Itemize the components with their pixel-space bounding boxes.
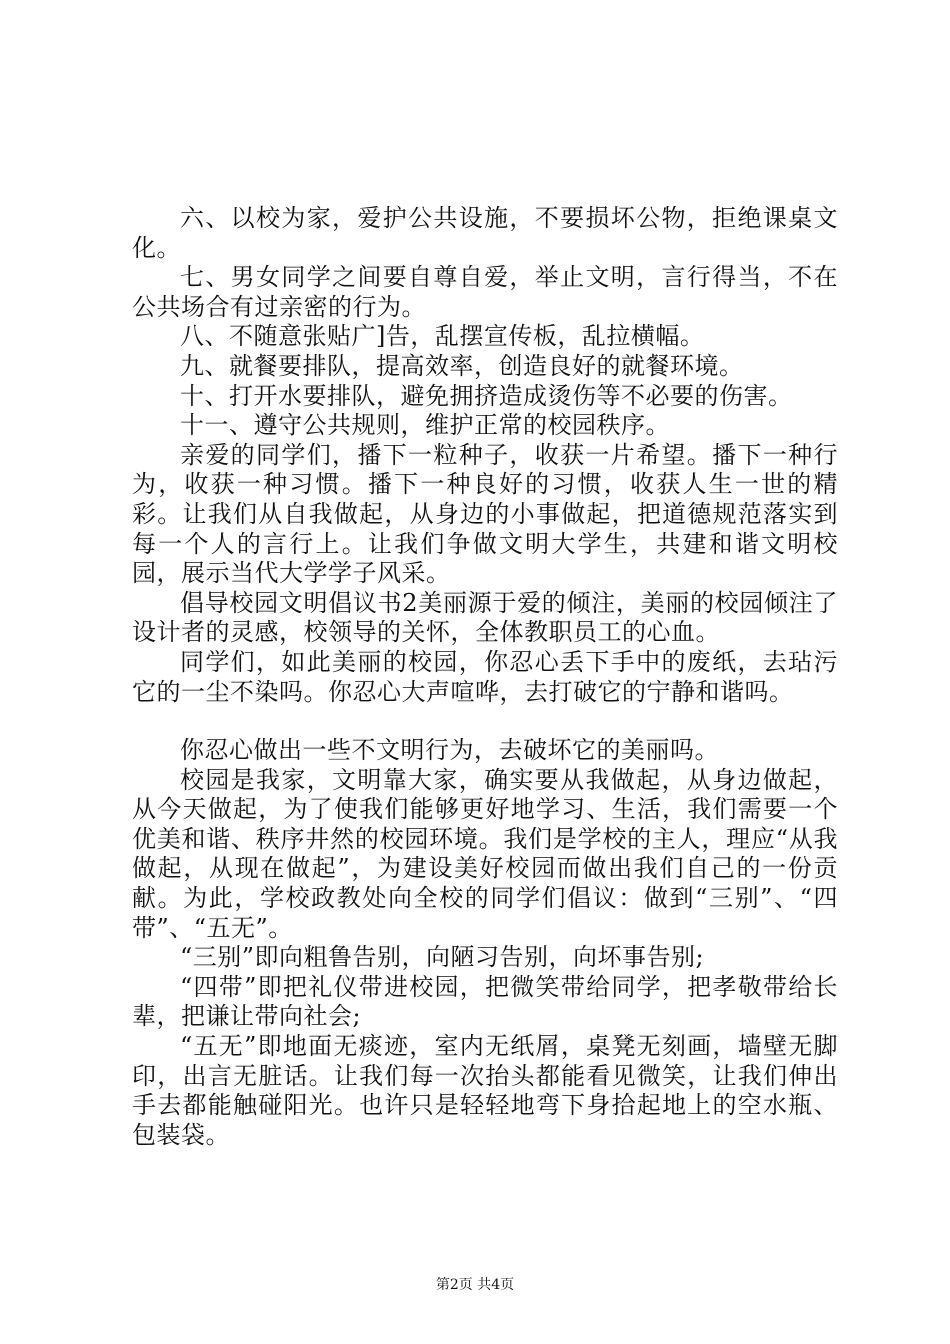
paragraph-five-nones: “五无”即地面无痰迹，室内无纸屑，桌凳无刻画，墙壁无脚印，出言无脏话。让我们每一次抬头都能看见微笑，让我们伸出手去都能触碰阳光。也许只是轻轻地弯下身拾起地上的空水瓶、包装袋。 xyxy=(132,1032,838,1149)
paragraph-item-6: 六、以校为家，爱护公共设施，不要损坏公物，拒绝课桌文化。 xyxy=(132,204,838,262)
paragraph-three-farewells: “三别”即向粗鲁告别，向陋习告别，向坏事告别; xyxy=(180,943,705,972)
paragraph-question-2: 你忍心做出一些不文明行为，去破坏它的美丽吗。 xyxy=(180,736,719,765)
paragraph-gap xyxy=(132,707,838,736)
paragraph-four-brings: “四带”即把礼仪带进校园，把微笑带给同学，把孝敬带给长辈，把谦让带向社会; xyxy=(132,972,838,1031)
page-number-footer: 第2页 共4页 xyxy=(435,1277,515,1293)
paragraph-item-9: 九、就餐要排队，提高效率，创造良好的就餐环境。 xyxy=(180,351,744,380)
paragraph-appeal: 亲爱的同学们，播下一粒种子，收获一片希望。播下一种行为，收获一种习惯。播下一种良好的习惯，收获人生一世的精彩。让我们从自我做起，从身边的小事做起，把道德规范落实到每一个人的言行上。让我们争做文明大学生，共建和谐文明校园，展示当代大学学子风采。 xyxy=(132,440,838,588)
paragraph-proposal-2-intro: 倡导校园文明倡议书2美丽源于爱的倾注，美丽的校园倾注了设计者的灵感，校领导的关怀，全体教职员工的心血。 xyxy=(132,588,838,647)
document-body xyxy=(132,204,838,1150)
paragraph-item-7: 七、男女同学之间要自尊自爱，举止文明，言行得当，不在公共场合有过亲密的行为。 xyxy=(132,263,838,321)
paragraph-item-11: 十一、遵守公共规则，维护正常的校园秩序。 xyxy=(180,411,670,440)
paragraph-campus-home: 校园是我家，文明靠大家，确实要从我做起，从身边做起，从今天做起，为了使我们能够更好地学习、生活，我们需要一个优美和谐、秩序井然的校园环境。我们是学校的主人，理应“从我做起，从现在做起”，为建设美好校园而做出我们自己的一份贡献。为此，学校政教处向全校的同学们倡议：做到“三别”、“四带”、“五无”。 xyxy=(132,765,838,942)
paragraph-question-1: 同学们，如此美丽的校园，你忍心丢下手中的废纸，去玷污它的一尘不染吗。你忍心大声喧哗，去打破它的宁静和谐吗。 xyxy=(132,647,838,706)
paragraph-item-10: 十、打开水要排队，避免拥挤造成烫伤等不必要的伤害。 xyxy=(180,381,793,410)
paragraph-item-8: 八、不随意张贴广]告，乱摆宣传板，乱拉横幅。 xyxy=(180,322,705,351)
